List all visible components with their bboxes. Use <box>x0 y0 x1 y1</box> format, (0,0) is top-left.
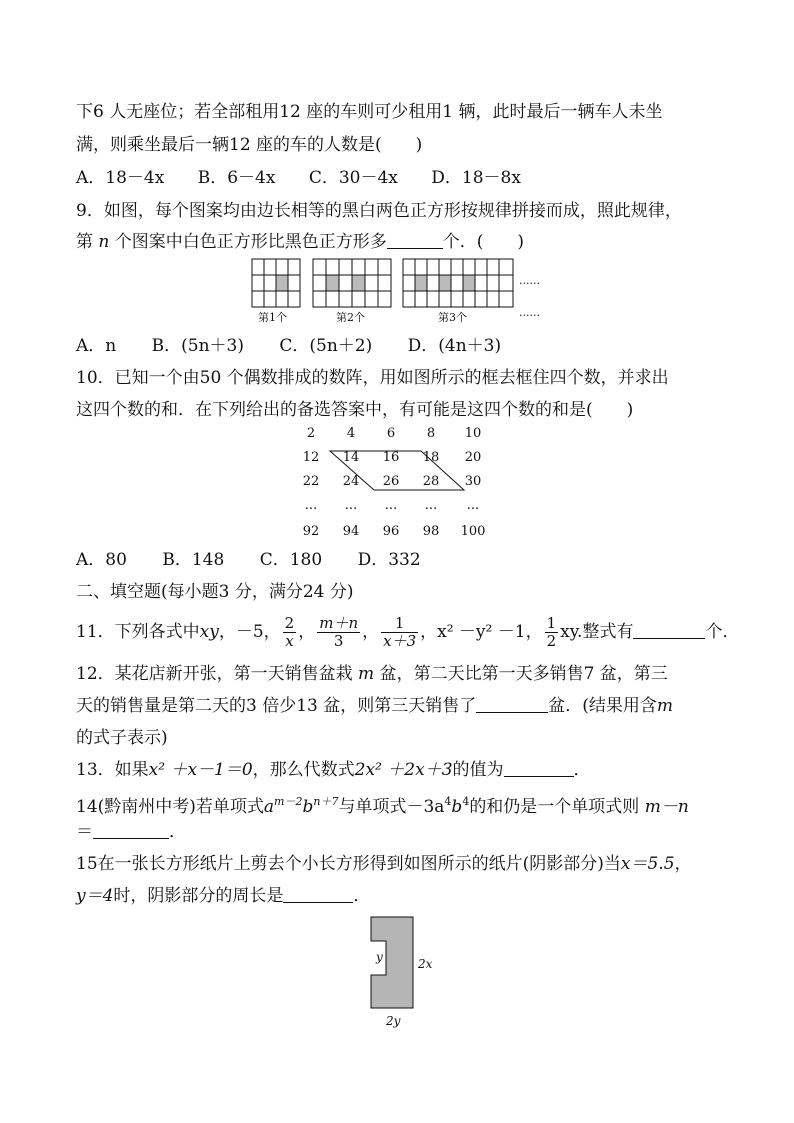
q11-text: ，x² －y² －1， <box>420 622 543 642</box>
q10-cell: 6 <box>386 426 396 441</box>
q13-expression: 2x² ＋2x＋3 <box>354 760 453 780</box>
q13-text: 13．如果 <box>76 760 149 780</box>
q10-option-b: B．148 <box>162 550 225 570</box>
q10-cell: ... <box>344 498 358 513</box>
q11-fraction-1-over-2: $\frac{1}{2}$ <box>546 614 557 650</box>
q11-answer-blank <box>633 623 705 639</box>
q14-term: a <box>263 797 275 817</box>
q8-text-line-2: 满，则乘坐最后一辆12 座的车的人数是( ) <box>76 135 423 155</box>
q10-cell: 96 <box>382 524 400 539</box>
q12-variable-m: m <box>656 696 674 716</box>
q8-text-line-1: 下6 人无座位；若全部租用12 座的车则可少租用1 辆，此时最后一辆车人未坐 <box>76 102 663 122</box>
q14-text: 的和仍是一个单项式则 <box>469 797 640 817</box>
q15-text: 15在一张长方形纸片上剪去个小长方形得到如图所示的纸片(阴影部分)当 <box>76 854 621 874</box>
q10-cell: 94 <box>342 524 360 539</box>
q14-term: b <box>451 797 463 817</box>
q10-cell: 10 <box>464 426 482 441</box>
q13-answer-blank <box>504 761 574 777</box>
q9-ellipsis-top: ...... <box>519 274 540 287</box>
q10-cell: 16 <box>382 450 400 465</box>
q15-text: ． <box>353 886 371 906</box>
q9-text-line-1: 9．如图，每个图案均由边长相等的黑白两色正方形按规律拼接而成，照此规律， <box>76 201 682 221</box>
q8-option-d: D．18－8x <box>431 168 521 188</box>
q9-option-b: B．(5n＋3) <box>151 336 244 356</box>
q14-exponent: n＋7 <box>313 795 339 808</box>
q15-condition-x: x＝5.5 <box>620 854 675 874</box>
q14-answer-blank <box>93 823 169 839</box>
q12-answer-blank <box>476 697 548 713</box>
q10-cell: 14 <box>342 450 360 465</box>
q9-option-a: A．n <box>76 336 117 356</box>
q12-text-line-3: 的式子表示) <box>76 728 168 748</box>
q10-cell: 26 <box>382 474 400 489</box>
q11-text: xy.整式有 <box>560 622 634 642</box>
q9-text-line-2 <box>76 230 524 254</box>
q15-text: ， <box>674 854 692 874</box>
q11-text: 11．下列各式中 <box>76 622 200 642</box>
q15-label-y: y <box>376 950 383 964</box>
q10-option-d: D．332 <box>357 550 421 570</box>
q9-ellipsis-bottom: ...... <box>519 306 540 319</box>
q12-text: 盆．(结果用含 <box>548 696 657 716</box>
q10-parallelogram-frame <box>296 426 496 546</box>
q14-text: 与单项式－3a <box>338 797 445 817</box>
q13-equation: x² ＋x－1＝0 <box>148 760 253 780</box>
q9-text: 个图案中白色正方形比黑色正方形多 <box>114 232 387 252</box>
q14-term: b <box>302 797 314 817</box>
q11-term-xy: xy <box>199 622 219 642</box>
q10-cell: 18 <box>422 450 440 465</box>
section-2-heading: 二、填空题(每小题3 分，满分24 分) <box>76 582 354 602</box>
q8-option-b: B．6－4x <box>197 168 276 188</box>
q9-pattern-figure <box>250 258 550 328</box>
q9-text: 第 <box>76 232 93 252</box>
q10-cell: 22 <box>302 474 320 489</box>
q8-options <box>76 166 545 190</box>
q10-cell: 28 <box>422 474 440 489</box>
q15-condition-y: y＝4 <box>76 886 114 906</box>
q15-text: 时，阴影部分的周长是 <box>113 886 284 906</box>
q11-fraction-2-over-x: $\frac{2}{x}$ <box>284 614 295 650</box>
q15-answer-blank <box>283 887 353 903</box>
q8-option-c: C．30－4x <box>308 168 398 188</box>
q11-fraction-1-over-x-plus-3: $\frac{1}{x+3}$ <box>383 614 417 650</box>
q9-caption-3: 第3个 <box>438 311 467 324</box>
q10-text-line-1: 10．已知一个由50 个偶数排成的数阵，用如图所示的框去框住四个数，并求出 <box>76 368 669 388</box>
q12-text-line-1 <box>76 662 668 686</box>
q10-cell: 100 <box>460 524 486 539</box>
q10-number-array <box>296 426 496 546</box>
q15-label-2x: 2x <box>418 957 433 971</box>
q15-line-1 <box>76 852 692 876</box>
q10-cell: ... <box>384 498 398 513</box>
q13-text: ． <box>573 760 591 780</box>
q13-line <box>76 758 591 782</box>
q14-exponent: 4 <box>462 795 470 808</box>
q14-expression: m－n <box>644 797 689 817</box>
q14-line-2 <box>76 820 186 844</box>
q11-line: 11．下列各式中xy，－5， $\frac{2}{x}$ ， $\frac{m+n}{3}$ ， $\frac{1}{x+3}$ ，x² －y² －1， $\frac{1}{2}$ xy.整式有 个． <box>76 614 740 650</box>
q12-text-line-2 <box>76 694 673 718</box>
q9-caption-1: 第1个 <box>258 311 287 324</box>
q12-text: 12．某花店新开张，第一天销售盆栽 <box>76 664 353 684</box>
q10-cell: ... <box>466 498 480 513</box>
q10-cell: 30 <box>464 474 482 489</box>
q10-option-c: C．180 <box>259 550 323 570</box>
q12-text: 盆，第二天比第一天多销售7 盆，第三 <box>379 664 668 684</box>
q14-exponent: 4 <box>444 795 452 808</box>
q14-text: ＝ <box>76 822 93 842</box>
q15-label-2y: 2y <box>386 1014 401 1028</box>
q10-cell: 8 <box>426 426 436 441</box>
pattern-2 <box>313 259 391 307</box>
q10-cell: 20 <box>464 450 482 465</box>
q14-line-1 <box>76 790 689 819</box>
q9-variable-n: n <box>98 232 110 252</box>
q10-options <box>76 548 445 572</box>
q11-text: ，－5， <box>218 622 281 642</box>
q12-variable-m: m <box>358 664 375 684</box>
q10-cell: ... <box>304 498 318 513</box>
q10-cell: 98 <box>422 524 440 539</box>
pattern-1 <box>252 259 300 307</box>
q14-text: ． <box>169 822 186 842</box>
q11-text: 个． <box>705 622 740 642</box>
q13-text: ，那么代数式 <box>252 760 355 780</box>
q13-text: 的值为 <box>452 760 504 780</box>
q14-exponent: m－2 <box>274 795 303 808</box>
q10-cell: ... <box>424 498 438 513</box>
q10-cell: 2 <box>306 426 316 441</box>
q9-option-c: C．(5n＋2) <box>279 336 373 356</box>
q8-option-a: A．18－4x <box>76 168 165 188</box>
q9-text: 个．( ) <box>442 232 525 252</box>
q10-cell: 12 <box>302 450 320 465</box>
q9-options <box>76 334 525 358</box>
q10-cell: 92 <box>302 524 320 539</box>
q10-cell: 24 <box>342 474 360 489</box>
q15-line-2 <box>76 884 370 908</box>
q9-caption-2: 第2个 <box>336 311 365 324</box>
q14-text: 14(黔南州中考)若单项式 <box>76 797 264 817</box>
q9-answer-blank <box>387 233 443 249</box>
q10-text-line-2: 这四个数的和．在下列给出的备选答案中，有可能是这四个数的和是( ) <box>76 400 634 420</box>
q12-text: 天的销售量是第二天的3 倍少13 盆，则第三天销售了 <box>76 696 477 716</box>
q9-option-d: D．(4n＋3) <box>407 336 502 356</box>
pattern-3 <box>403 259 513 307</box>
q11-fraction-m-plus-n-over-3: $\frac{m+n}{3}$ <box>319 614 359 650</box>
q10-option-a: A．80 <box>76 550 127 570</box>
q10-cell: 4 <box>346 426 356 441</box>
